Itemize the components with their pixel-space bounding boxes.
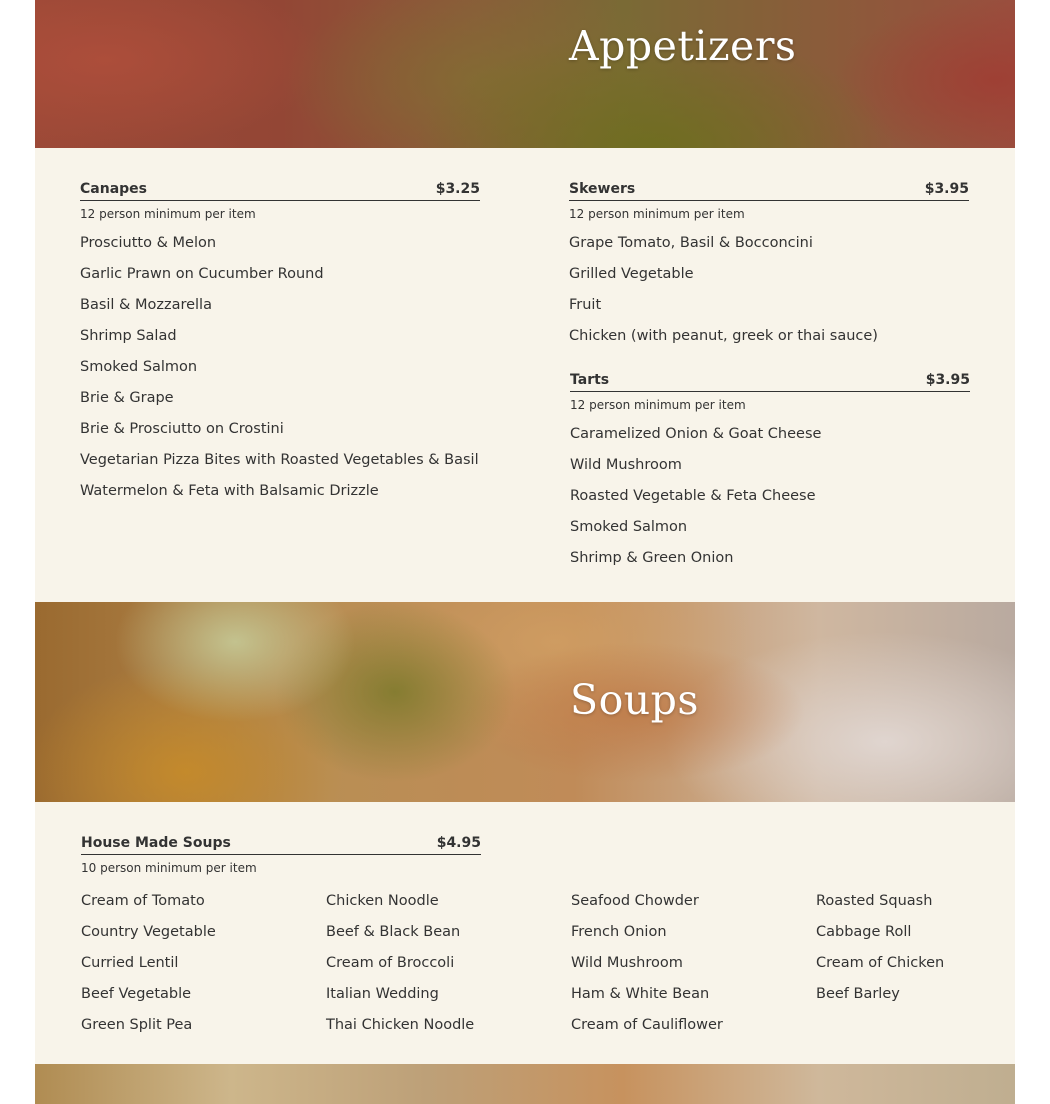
skewers-name: Skewers	[569, 181, 636, 197]
list-item: Chicken (with peanut, greek or thai sauce)	[569, 328, 878, 344]
list-item: Grape Tomato, Basil & Bocconcini	[569, 235, 813, 251]
list-item: Prosciutto & Melon	[80, 235, 217, 251]
list-item: Roasted Squash	[816, 893, 933, 909]
canapes-header	[80, 180, 480, 201]
soups-banner	[35, 602, 1015, 802]
list-item: Beef Vegetable	[81, 986, 192, 1002]
list-item: French Onion	[571, 924, 667, 940]
list-item: Cabbage Roll	[816, 924, 912, 940]
skewers-price: $3.95	[924, 181, 969, 197]
list-item: Cream of Cauliflower	[571, 1017, 723, 1033]
house-soups-block	[81, 834, 481, 876]
tarts-header	[570, 371, 970, 392]
skewers-note: 12 person minimum per item	[569, 207, 745, 221]
house-soups-note: 10 person minimum per item	[81, 861, 257, 875]
house-soups-name: House Made Soups	[81, 835, 231, 851]
list-item: Cream of Chicken	[816, 955, 945, 971]
canapes-price: $3.25	[435, 181, 480, 197]
house-soups-header	[81, 834, 481, 855]
list-item: Beef Barley	[816, 986, 900, 1002]
appetizers-panel	[35, 148, 1015, 602]
canapes-block	[80, 180, 480, 514]
canapes-note: 12 person minimum per item	[80, 207, 256, 221]
canapes-list	[80, 228, 480, 507]
canapes-name: Canapes	[80, 181, 147, 197]
list-item: Chicken Noodle	[326, 893, 439, 909]
appetizers-banner	[35, 0, 1015, 148]
soups-panel	[35, 802, 1015, 1064]
appetizers-title: Appetizers	[569, 22, 797, 70]
list-item: Shrimp Salad	[80, 328, 177, 344]
list-item: Basil & Mozzarella	[80, 297, 212, 313]
tarts-price: $3.95	[925, 372, 970, 388]
soup-column-1	[81, 886, 216, 1041]
list-item: Smoked Salmon	[80, 359, 198, 375]
tarts-note: 12 person minimum per item	[570, 398, 746, 412]
next-section-banner	[35, 1064, 1015, 1104]
list-item: Vegetarian Pizza Bites with Roasted Vegetables & Basil	[80, 452, 479, 468]
list-item: Beef & Black Bean	[326, 924, 461, 940]
list-item: Fruit	[569, 297, 602, 313]
list-item: Thai Chicken Noodle	[326, 1017, 475, 1033]
skewers-list	[569, 228, 969, 352]
list-item: Country Vegetable	[81, 924, 216, 940]
list-item: Shrimp & Green Onion	[570, 550, 734, 566]
soup-column-2	[326, 886, 474, 1041]
list-item: Italian Wedding	[326, 986, 439, 1002]
list-item: Roasted Vegetable & Feta Cheese	[570, 488, 816, 504]
tarts-block	[570, 371, 970, 581]
list-item: Smoked Salmon	[570, 519, 688, 535]
tarts-list	[570, 419, 970, 574]
list-item: Curried Lentil	[81, 955, 179, 971]
list-item: Grilled Vegetable	[569, 266, 694, 282]
soups-title: Soups	[570, 676, 699, 724]
list-item: Cream of Broccoli	[326, 955, 455, 971]
list-item: Ham & White Bean	[571, 986, 710, 1002]
skewers-header	[569, 180, 969, 201]
list-item: Wild Mushroom	[570, 457, 682, 473]
house-soups-price: $4.95	[436, 835, 481, 851]
list-item: Seafood Chowder	[571, 893, 699, 909]
list-item: Garlic Prawn on Cucumber Round	[80, 266, 324, 282]
list-item: Brie & Grape	[80, 390, 174, 406]
list-item: Green Split Pea	[81, 1017, 193, 1033]
list-item: Brie & Prosciutto on Crostini	[80, 421, 284, 437]
list-item: Wild Mushroom	[571, 955, 683, 971]
list-item: Cream of Tomato	[81, 893, 205, 909]
list-item: Watermelon & Feta with Balsamic Drizzle	[80, 483, 379, 499]
list-item: Caramelized Onion & Goat Cheese	[570, 426, 822, 442]
skewers-block	[569, 180, 969, 359]
soup-column-3	[571, 886, 723, 1041]
tarts-name: Tarts	[570, 372, 610, 388]
soup-column-4	[816, 886, 944, 1010]
